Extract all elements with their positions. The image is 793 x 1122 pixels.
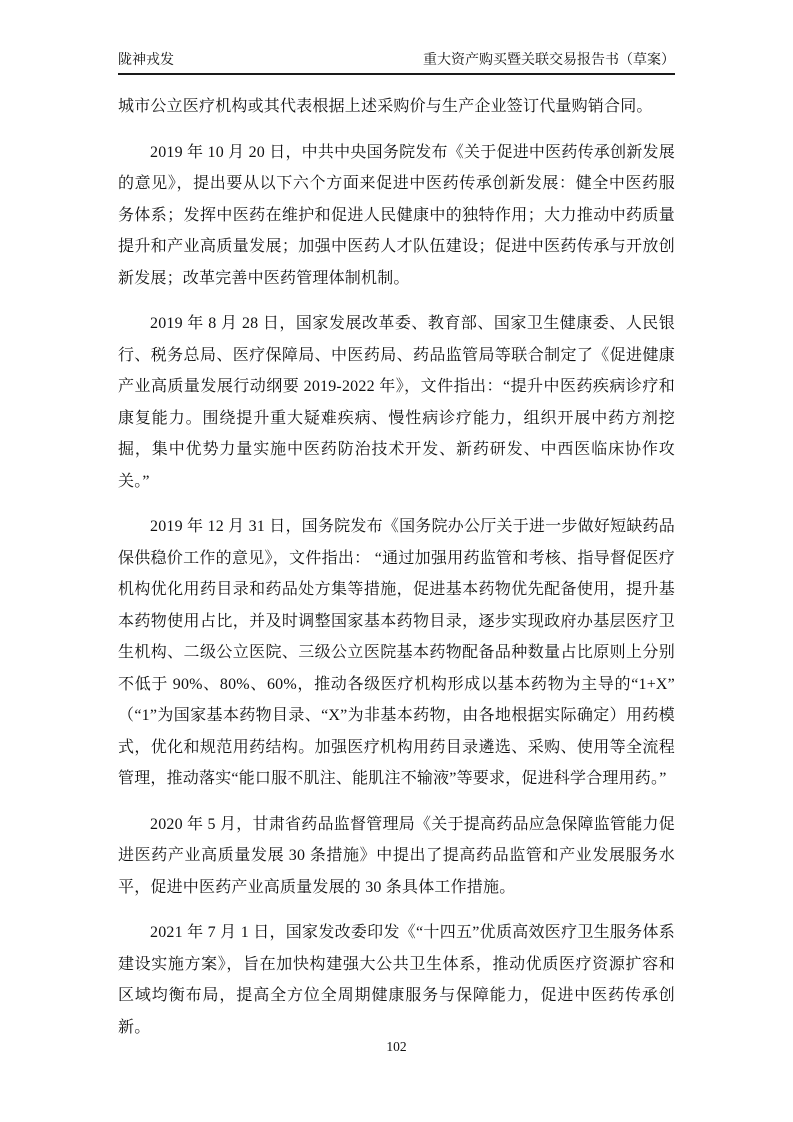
page-number: 102 <box>386 1039 407 1054</box>
paragraph: 2021 年 7 月 1 日，国家发改委印发《“十四五”优质高效医疗卫生服务体系建设实施方案》，旨在加快构建强大公共卫生体系，推动优质医疗资源扩容和区域均衡布局，提高全方位全周期健康服务与保障能力，促进中医药传承创新。 <box>118 924 675 1036</box>
page-header <box>118 52 675 75</box>
paragraph: 2019 年 12 月 31 日，国务院发布《国务院办公厅关于进一步做好短缺药品保供稳价工作的意见》，文件指出： “通过加强用药监管和考核、指导督促医疗机构优化用药目录和药品处方集等措施，促进基本药物优先配备使用，提升基本药物使用占比，并及时调整国家基本药物目录，逐步实现政府办基层医疗卫生机构、二级公立医院、三级公立医院基本药物配备品种数量占比原则上分别不低于 90%、80%、60%，推动各级医疗机构形成以基本药物为主导的“1+X”（“1”为国家基本药物目录、“X”为非基本药物，由各地根据实际确定）用药模式，优化和规范用药结构。加强医疗机构用药目录遴选、采购、使用等全流程管理，推动落实“能口服不肌注、能肌注不输液”等要求，促进科学合理用药。” <box>118 518 675 787</box>
paragraph: 城市公立医疗机构或其代表根据上述采购价与生产企业签订代量购销合同。 <box>118 98 653 115</box>
document-body <box>118 91 675 1043</box>
header-company-name: 陇神戎发 <box>118 53 174 68</box>
paragraph: 2019 年 10 月 20 日，中共中央国务院发布《关于促进中医药传承创新发展的意见》，提出要从以下六个方面来促进中医药传承创新发展：健全中医药服务体系；发挥中医药在维护和促进人民健康中的独特作用；大力推动中药质量提升和产业高质量发展；加强中医药人才队伍建设；促进中医药传承与开放创新发展；改革完善中医药管理体制机制。 <box>118 143 675 287</box>
paragraph-list <box>118 91 675 1043</box>
page-footer <box>0 1038 793 1056</box>
paragraph: 2020 年 5 月，甘肃省药品监督管理局《关于提高药品应急保障监管能力促进医药产业高质量发展 30 条措施》中提出了提高药品监管和产业发展服务水平，促进中医药产业高质量发展的 30 条具体工作措施。 <box>118 815 675 896</box>
header-report-title: 重大资产购买暨关联交易报告书（草案） <box>423 53 675 68</box>
paragraph: 2019 年 8 月 28 日，国家发展改革委、教育部、国家卫生健康委、人民银行、税务总局、医疗保障局、中医药局、药品监管局等联合制定了《促进健康产业高质量发展行动纲要 2019-2022 年》，文件指出：“提升中医药疾病诊疗和康复能力。围绕提升重大疑难疾病、慢性病诊疗能力，组织开展中药方剂挖掘，集中优势力量实施中医药防治技术开发、新药研发、中西医临床协作攻关。” <box>118 315 675 490</box>
